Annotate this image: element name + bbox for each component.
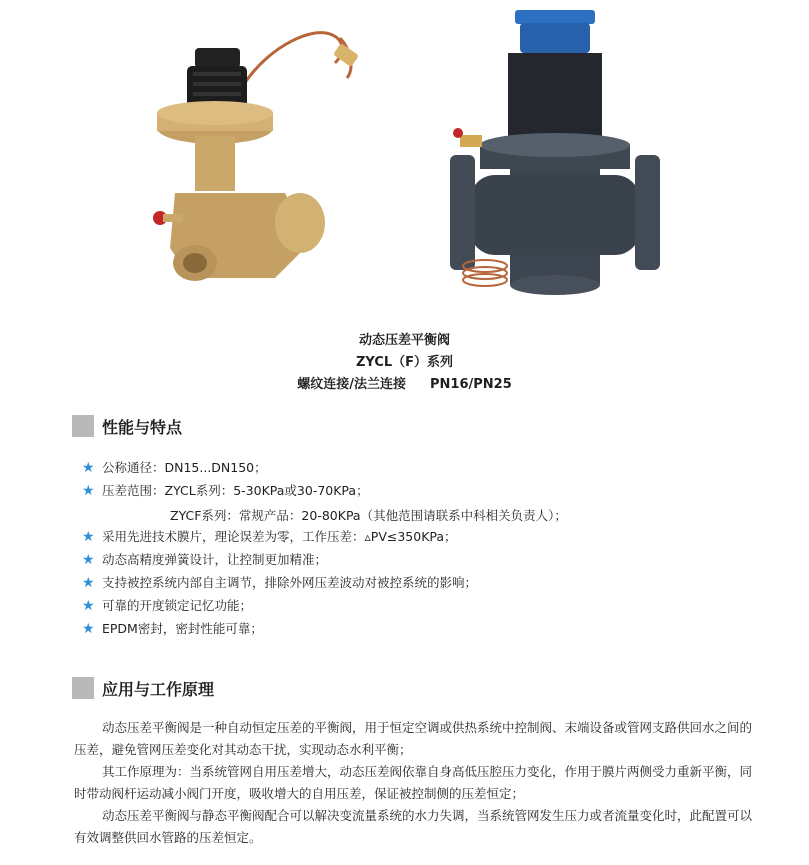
star-icon: ★ (82, 460, 95, 476)
section-marker (72, 677, 94, 699)
section-marker (72, 415, 94, 437)
flanged-valve-illustration (440, 5, 675, 305)
application-text (74, 717, 754, 849)
section-application-header (72, 676, 214, 700)
product-spec (0, 373, 809, 392)
product-series: ZYCL（F）系列 (355, 355, 454, 370)
paragraph: 其工作原理为：当系统管网自用压差增大，动态压差阀依靠自身高低压腔压力变化，作用于膜片两侧受力重新平衡，同时带动阀杆运动减小阀门开度，吸收增大的自用压差，保证被控制侧的压差恒定； (74, 764, 753, 801)
star-icon: ★ (82, 575, 95, 591)
section-features-title: 性能与特点 (102, 417, 183, 437)
star-icon: ★ (82, 483, 95, 499)
feature-item: ★ 动态高精度弹簧设计，让控制更加精准； (82, 552, 328, 568)
star-icon: ★ (82, 552, 95, 568)
section-features-header (72, 414, 182, 438)
product-name: 动态压差平衡阀 (358, 333, 450, 348)
feature-item: ★ EPDM密封，密封性能可靠； (82, 621, 263, 637)
paragraph: 动态压差平衡阀是一种自动恒定压差的平衡阀，用于恒定空调或供热系统中控制阀、末端设备或管网支路供回水之间的压差，避免管网压差变化对其动态干扰，实现动态水利平衡； (74, 720, 753, 757)
pressure-rating: PN16/PN25 (430, 377, 512, 392)
threaded-valve-illustration (135, 8, 405, 300)
star-icon: ★ (82, 529, 95, 545)
feature-item: ★ 压差范围：ZYCL系列：5-30KPa或30-70KPa； (82, 483, 369, 499)
feature-item: ★ 可靠的开度锁定记忆功能； (82, 598, 253, 614)
feature-item: ★ 采用先进技术膜片，理论误差为零，工作压差：▵PV≤350KPa； (82, 529, 457, 545)
feature-item-continued: ZYCF系列：常规产品：20-80KPa（其他范围请联系中科相关负责人）； (170, 508, 567, 523)
feature-item: ★ 支持被控系统内部自主调节，排除外网压差波动对被控系统的影响； (82, 575, 478, 591)
paragraph: 动态压差平衡阀与静态平衡阀配合可以解决变流量系统的水力失调，当系统管网发生压力或者流量变化时，此配置可以有效调整供回水管路的压差恒定。 (74, 808, 753, 845)
feature-item: ★ 公称通径：DN15...DN150； (82, 460, 267, 476)
connection-type: 螺纹连接/法兰连接 (297, 377, 406, 392)
star-icon: ★ (82, 621, 95, 637)
star-icon: ★ (82, 598, 95, 614)
section-application-title: 应用与工作原理 (102, 679, 215, 699)
